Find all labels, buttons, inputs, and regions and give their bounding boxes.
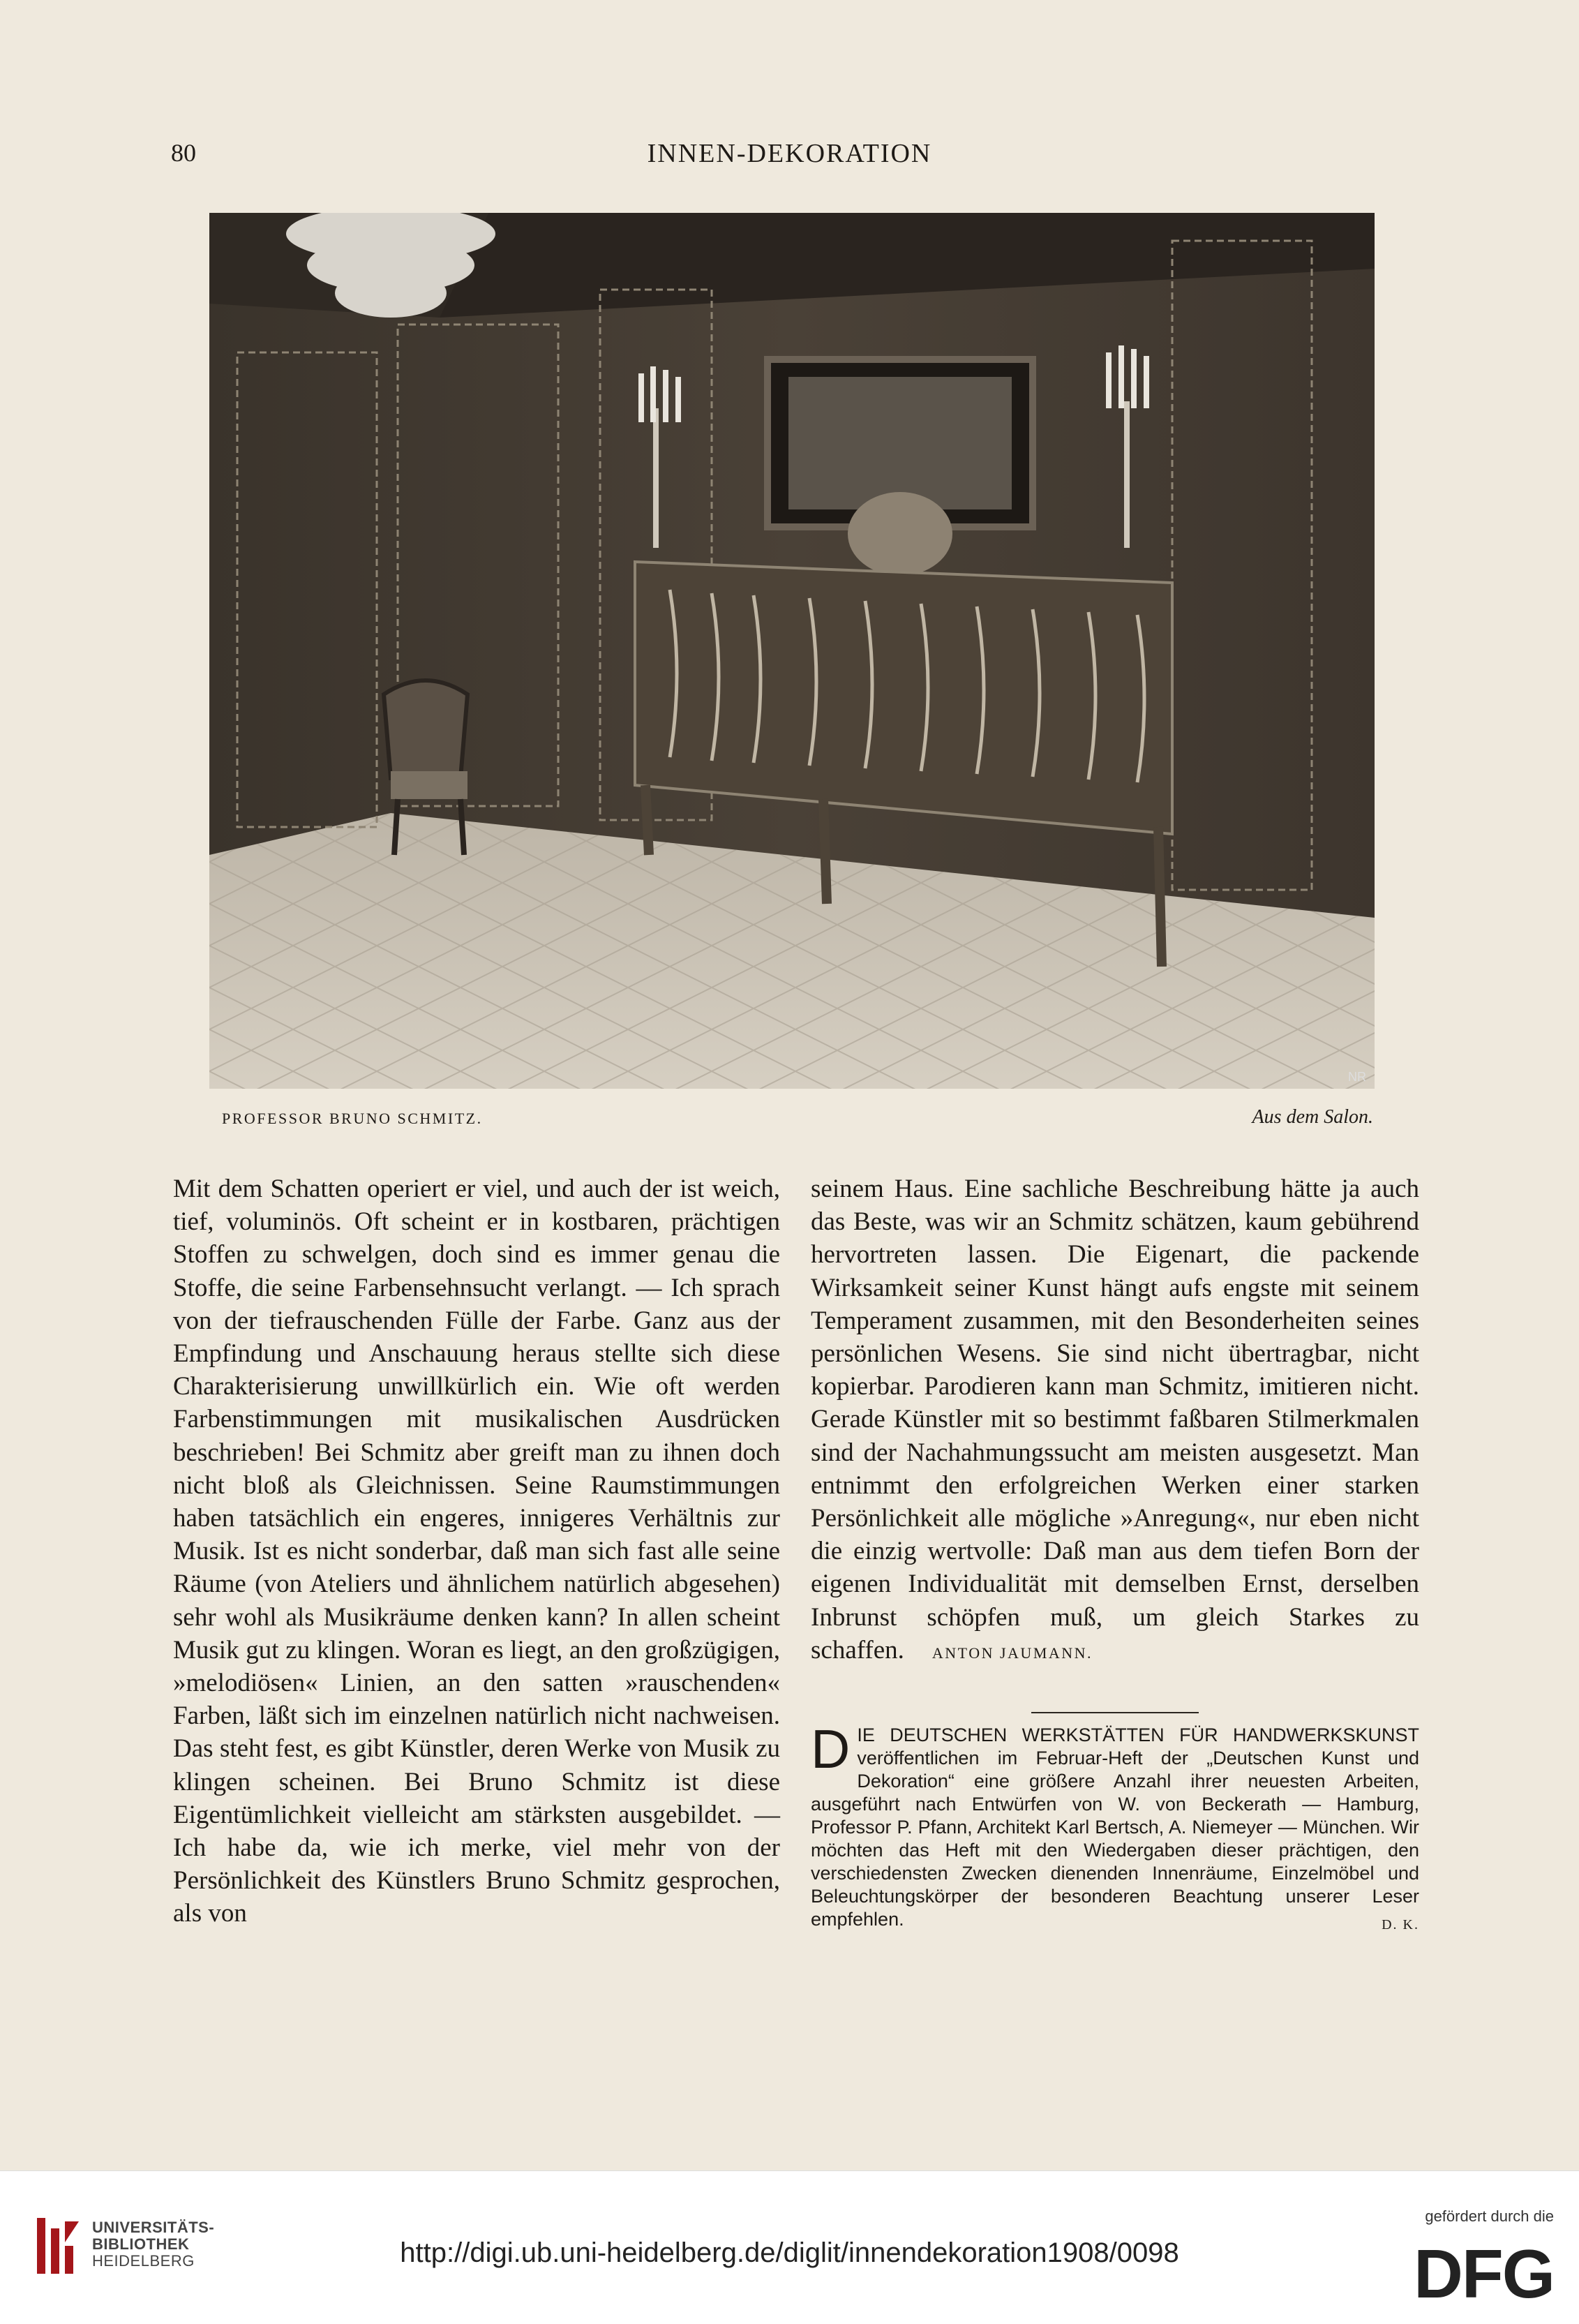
- interior-photograph: [209, 213, 1375, 1089]
- running-title: INNEN-DEKORATION: [647, 139, 932, 168]
- body-column-right: [811, 1172, 1419, 1669]
- editorial-notice: [811, 1718, 1419, 1937]
- dfg-logo: DFG: [1414, 2235, 1554, 2312]
- notice-dropcap: D: [811, 1718, 851, 1780]
- library-name: [92, 2219, 214, 2270]
- right-column-text: seinem Haus. Eine sachliche Beschreibung hätte ja auch das Beste, was wir an Schmitz schätzen, kaum gebührend hervortreten lassen. Die Eigenart, die packende Wirksamkeit seiner Kunst hängt aufs engste mit seinem Temperament zusammen, mit den Besonderheiten seines persönlichen Wesens. Sie sind nicht übertragbar, nicht kopierbar. Parodieren kann man Schmitz, imitieren nicht. Gerade Künstler mit so bestimmt faßbaren Stilmerkmalen sind der Nachahmungssucht am meisten ausgesetzt. Man entnimmt den erfolgreichen Werken einer starken Persönlichkeit alle mögliche »Anregung«, nur eben nicht die einzig wertvolle: Daß man aus dem tiefen Born der eigenen Individualität mit demselben Ernst, derselben Inbrunst schöpfen muß, um gleich Starkes zu schaffen.: [811, 1175, 1419, 1664]
- digitization-footer: [0, 2170, 1579, 2324]
- library-name-line2: BIBLIOTHEK: [92, 2235, 190, 2253]
- library-name-line3: HEIDELBERG: [92, 2252, 195, 2270]
- right-column-paragraph: [811, 1172, 1419, 1669]
- page-number: 80: [171, 139, 196, 167]
- left-column-text: Mit dem Schatten operiert er viel, und auch der ist weich, tief, voluminös. Oft scheint er in kostbaren, prächtigen Stoffen zu schwelgen, doch sind es immer genau die Stoffe, die seine Farbensehnsucht verlangt. — Ich sprach von der tiefrauschenden Fülle der Farbe. Ganz aus der Empfindung und Anschauung heraus stellte sich diese Charakterisierung unwillkürlich ein. Wie oft werden Farbenstimmungen mit musikalischen Ausdrücken beschrieben! Bei Schmitz aber greift man zu ihnen doch nicht bloß als Gleichnissen. Seine Raumstimmungen haben tatsächlich ein engeres, innigeres Verhältnis zur Musik. Ist es nicht sonderbar, daß man sich fast alle seine Räume (von Ateliers und ähnlichem natürlich abgesehen) sehr wohl als Musikräume denken kann? In allen scheint Musik gut zu klingen. Woran es liegt, an den großzügigen, »melodiösen« Linien, an den satten »rauschenden« Farben, läßt sich im einzelnen natürlich nicht nachweisen. Das steht fest, es gibt Künstler, deren Werke von Musik zu klingen scheinen. Bei Bruno Schmitz ist diese Eigentümlichkeit vielleicht am stärksten ausgebildet. — Ich habe da, wie ich merke, viel mehr von der Persönlichkeit des Künstlers Bruno Schmitz gesprochen, als von: [173, 1175, 780, 1928]
- salon-photo-illustration: [209, 213, 1375, 1089]
- photo-monogram: NR: [1348, 1070, 1366, 1084]
- figure-caption-title: Aus dem Salon.: [1252, 1106, 1373, 1128]
- body-column-left: [173, 1172, 780, 1930]
- notice-text: IE DEUTSCHEN WERKSTÄTTEN FÜR HANDWERKSKUNST veröffentlichen im Februar-Heft der „Deutschen Kunst und Dekoration“ eine größere Anzahl ihrer neuesten Arbeiten, ausgeführt nach Entwürfen von W. von Beckerath — Hamburg, Professor P. Pfann, Architekt Karl Bertsch, A. Niemeyer — München. Wir möchten das Heft mit den Wiedergaben dieser prächtigen, den verschiedensten Zwecken dienenden Innenräume, Einzelmöbel und Beleuchtungskörper der besonderen Beachtung unserer Leser empfehlen.: [811, 1725, 1419, 1930]
- library-name-line1: UNIVERSITÄTS-: [92, 2219, 215, 2236]
- figure-caption-author: PROFESSOR BRUNO SCHMITZ.: [222, 1110, 483, 1127]
- page-url-link[interactable]: http://digi.ub.uni-heidelberg.de/diglit/innendekoration1908/0098: [400, 2237, 1179, 2268]
- funded-by-label: gefördert durch die: [1425, 2207, 1554, 2225]
- author-signature: ANTON JAUMANN.: [931, 1644, 1093, 1662]
- notice-initials: D. K.: [1382, 1917, 1419, 1932]
- section-divider: [1031, 1712, 1199, 1713]
